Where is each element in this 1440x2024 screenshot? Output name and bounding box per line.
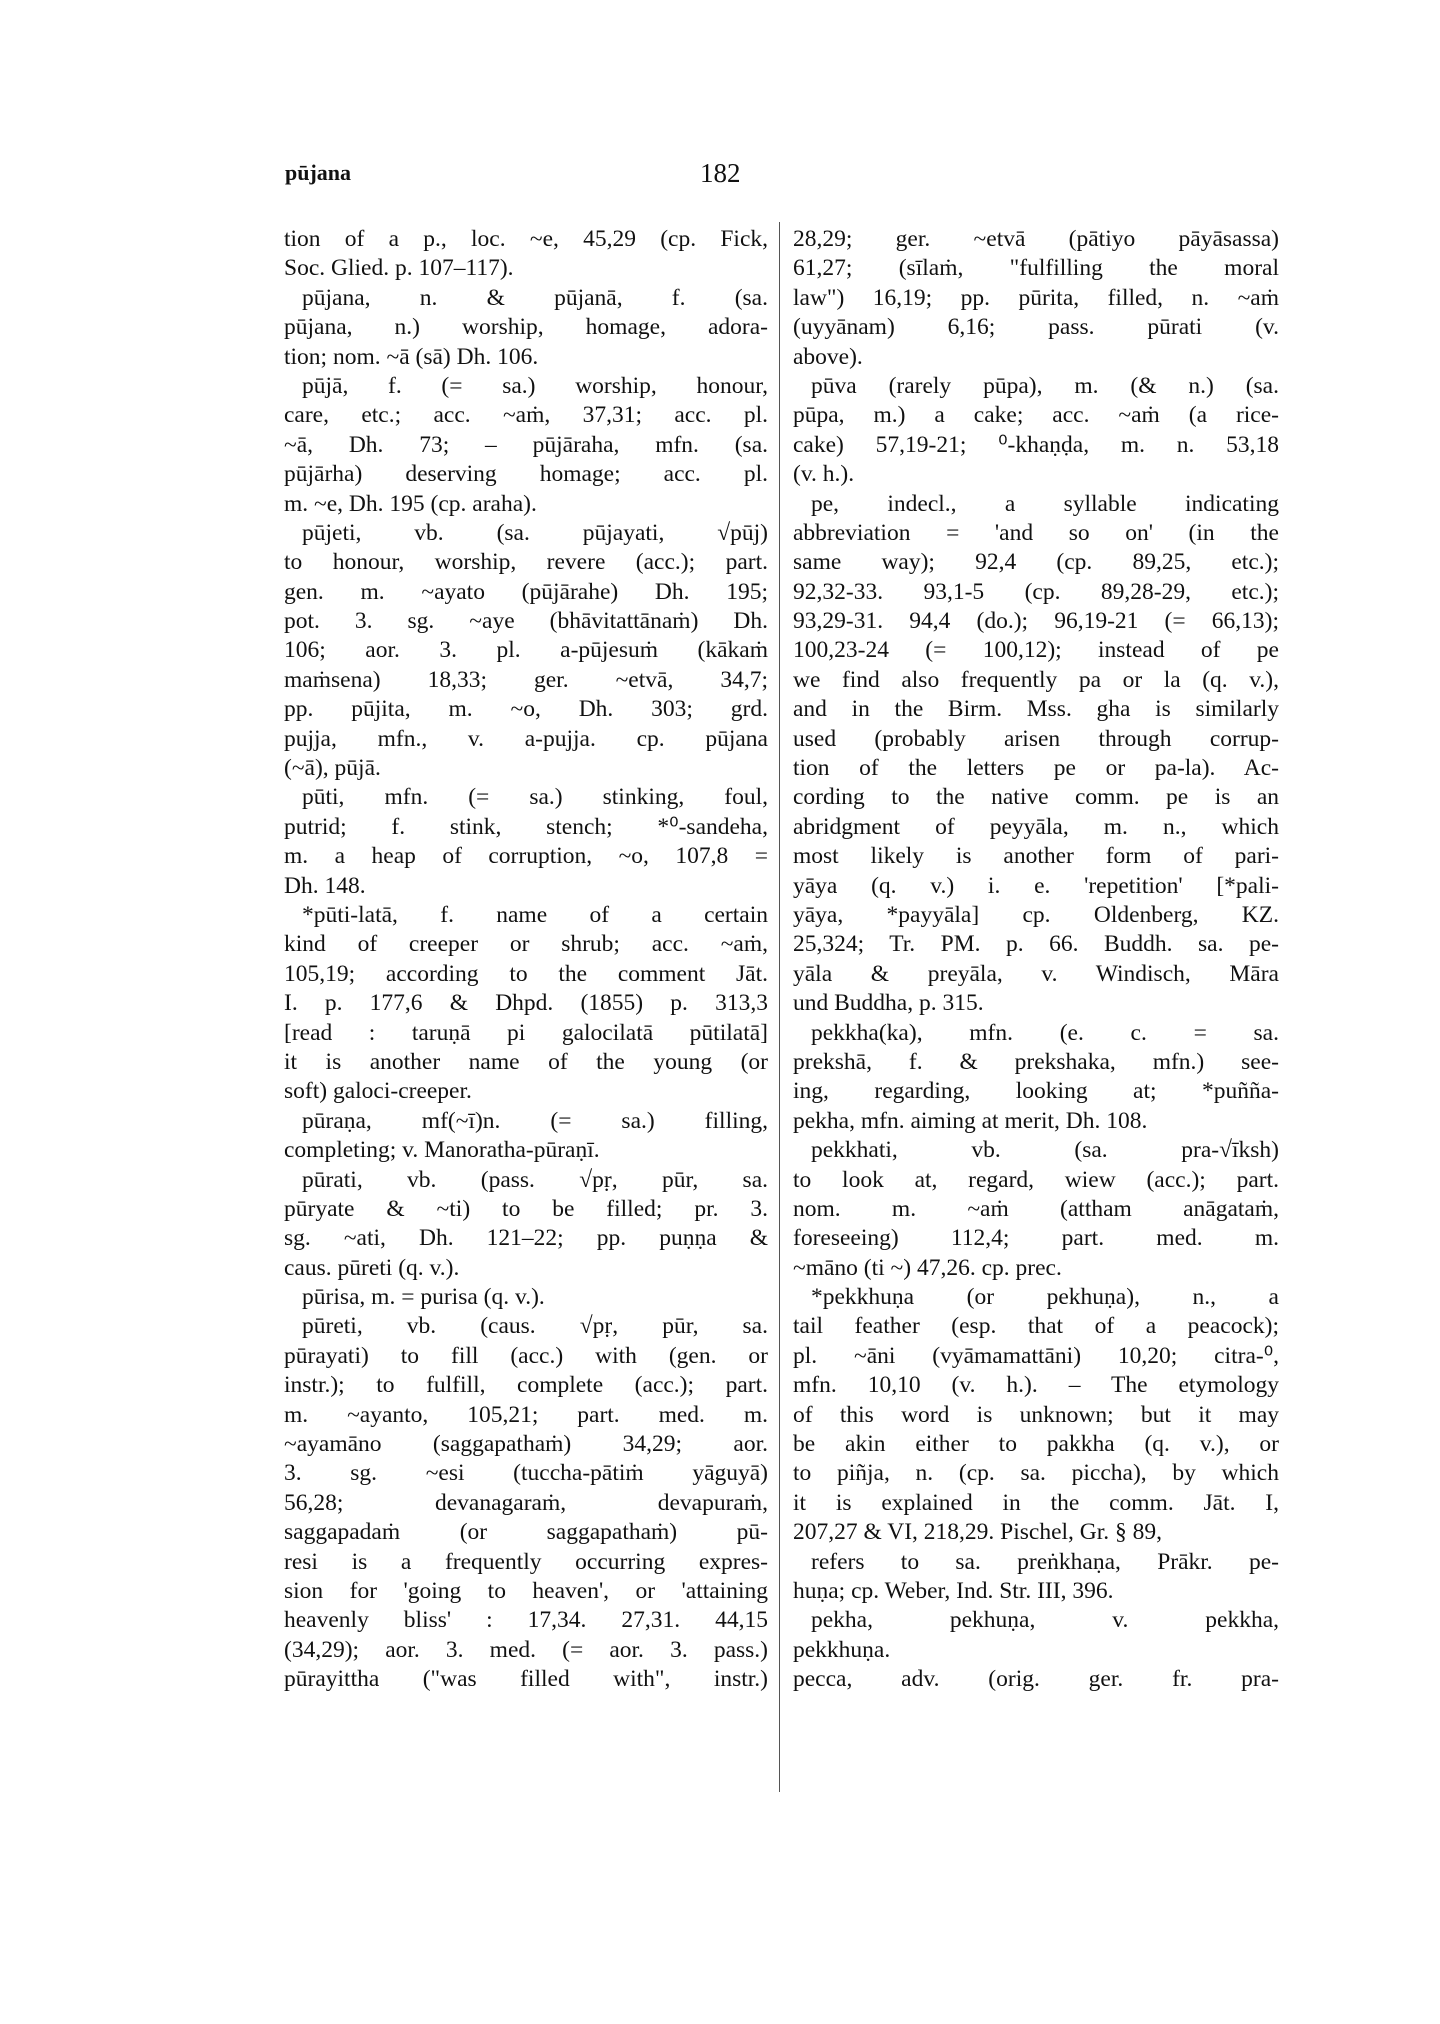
text-line: 93,29-31. 94,4 (do.); 96,19-21 (= 66,13); bbox=[793, 608, 1279, 635]
text-line: m. ~ayanto, 105,21; part. med. m. bbox=[284, 1401, 768, 1428]
text-line: refers to sa. preṅkhaṇa, Prākr. pe- bbox=[811, 1548, 1279, 1575]
text-line: pūjana, n. & pūjanā, f. (sa. bbox=[302, 284, 768, 311]
text-line: resi is a frequently occurring expres- bbox=[284, 1548, 768, 1575]
text-line: soft) galoci-creeper. bbox=[284, 1078, 472, 1105]
text-line: 106; aor. 3. pl. a-pūjesuṁ (kākaṁ bbox=[284, 637, 768, 664]
text-line: instr.); to fulfill, complete (acc.); part. bbox=[284, 1372, 768, 1399]
text-line: pūjā, f. (= sa.) worship, honour, bbox=[302, 372, 768, 399]
text-line: huṇa; cp. Weber, Ind. Str. III, 396. bbox=[793, 1577, 1114, 1604]
text-line: completing; v. Manoratha-pūraṇī. bbox=[284, 1137, 600, 1164]
text-line: pūva (rarely pūpa), m. (& n.) (sa. bbox=[811, 372, 1279, 399]
text-line: mfn. 10,10 (v. h.). – The etymology bbox=[793, 1372, 1279, 1399]
text-line: pūjārha) deserving homage; acc. pl. bbox=[284, 461, 768, 488]
text-line: (~ā), pūjā. bbox=[284, 755, 381, 782]
right-column bbox=[793, 225, 1279, 1695]
text-line: it is another name of the young (or bbox=[284, 1048, 768, 1075]
page-number: 182 bbox=[700, 158, 741, 188]
text-line: pūjana, n.) worship, homage, adora- bbox=[284, 314, 768, 341]
text-line: putrid; f. stink, stench; *⁰-sandeha, bbox=[284, 813, 768, 840]
text-line: ~māno (ti ~) 47,26. cp. prec. bbox=[793, 1254, 1062, 1281]
text-line: ing, regarding, looking at; *puñña- bbox=[793, 1078, 1279, 1105]
text-line: pūjeti, vb. (sa. pūjayati, √pūj) bbox=[302, 519, 768, 546]
text-line: pecca, adv. (orig. ger. fr. pra- bbox=[793, 1666, 1279, 1693]
head-word: pūjana bbox=[285, 160, 352, 185]
text-line: pujja, mfn., v. a-pujja. cp. pūjana bbox=[284, 725, 768, 752]
text-line: it is explained in the comm. Jāt. I, bbox=[793, 1489, 1279, 1516]
text-line: pūti, mfn. (= sa.) stinking, foul, bbox=[302, 784, 768, 811]
text-line: be akin either to pakkha (q. v.), or bbox=[793, 1431, 1279, 1458]
text-line: *pekkhuṇa (or pekhuṇa), n., a bbox=[811, 1284, 1279, 1311]
text-line: pūreti, vb. (caus. √pṛ, pūr, sa. bbox=[302, 1313, 768, 1340]
text-line: Dh. 148. bbox=[284, 872, 366, 899]
text-line: 3. sg. ~esi (tuccha-pātiṁ yāguyā) bbox=[284, 1460, 768, 1487]
text-line: tion of a p., loc. ~e, 45,29 (cp. Fick, bbox=[284, 226, 768, 252]
text-line: ~ā, Dh. 73; – pūjāraha, mfn. (sa. bbox=[284, 431, 768, 458]
text-line: law") 16,19; pp. pūrita, filled, n. ~aṁ bbox=[793, 284, 1279, 311]
text-line: (v. h.). bbox=[793, 461, 855, 488]
text-line: to look at, regard, wiew (acc.); part. bbox=[793, 1166, 1279, 1193]
text-line: to piñja, n. (cp. sa. piccha), by which bbox=[793, 1460, 1279, 1487]
text-line: tion of the letters pe or pa-la). Ac- bbox=[793, 755, 1279, 782]
text-line: yāla & preyāla, v. Windisch, Māra bbox=[793, 960, 1279, 987]
text-line: 207,27 & VI, 218,29. Pischel, Gr. § 89, bbox=[793, 1519, 1163, 1546]
text-line: most likely is another form of pari- bbox=[793, 843, 1279, 870]
text-line: cake) 57,19-21; ⁰-khaṇḍa, m. n. 53,18 bbox=[793, 431, 1279, 458]
text-line: 61,27; (sīlaṁ, "fulfilling the moral bbox=[793, 255, 1279, 282]
text-line: pekkha(ka), mfn. (e. c. = sa. bbox=[811, 1019, 1279, 1046]
text-line: saggapadaṁ (or saggapathaṁ) pū- bbox=[284, 1519, 768, 1546]
text-line: kind of creeper or shrub; acc. ~aṁ, bbox=[284, 931, 768, 958]
text-line: 92,32-33. 93,1-5 (cp. 89,28-29, etc.); bbox=[793, 578, 1279, 605]
text-line: tion; nom. ~ā (sā) Dh. 106. bbox=[284, 343, 539, 370]
text-line: tail feather (esp. that of a peacock); bbox=[793, 1313, 1279, 1340]
text-line: 25,324; Tr. PM. p. 66. Buddh. sa. pe- bbox=[793, 931, 1279, 958]
text-line: foreseeing) 112,4; part. med. m. bbox=[793, 1225, 1279, 1252]
text-line: (34,29); aor. 3. med. (= aor. 3. pass.) bbox=[284, 1636, 768, 1663]
text-line: of this word is unknown; but it may bbox=[793, 1401, 1279, 1428]
text-line: [read : taruṇā pi galocilatā pūtilatā] bbox=[284, 1019, 768, 1046]
text-line: we find also frequently pa or la (q. v.), bbox=[793, 666, 1279, 693]
column-divider bbox=[779, 222, 780, 1792]
text-line: pekkhati, vb. (sa. pra-√īksh) bbox=[811, 1137, 1279, 1164]
text-line: yāya, *payyāla] cp. Oldenberg, KZ. bbox=[793, 901, 1279, 928]
text-line: pūrati, vb. (pass. √pṛ, pūr, sa. bbox=[302, 1166, 768, 1193]
text-line: pūrisa, m. = purisa (q. v.). bbox=[302, 1284, 545, 1311]
text-line: abridgment of peyyāla, m. n., which bbox=[793, 813, 1279, 840]
text-line: and in the Birm. Mss. gha is similarly bbox=[793, 696, 1279, 723]
text-line: pekha, mfn. aiming at merit, Dh. 108. bbox=[793, 1107, 1148, 1134]
text-line: 105,19; according to the comment Jāt. bbox=[284, 960, 768, 987]
text-line: sion for 'going to heaven', or 'attaining bbox=[284, 1577, 768, 1604]
text-line: sg. ~ati, Dh. 121–22; pp. puṇṇa & bbox=[284, 1225, 768, 1252]
text-line: und Buddha, p. 315. bbox=[793, 990, 984, 1017]
text-line: same way); 92,4 (cp. 89,25, etc.); bbox=[793, 549, 1279, 576]
text-line: pe, indecl., a syllable indicating bbox=[811, 490, 1279, 517]
text-line: pp. pūjita, m. ~o, Dh. 303; grd. bbox=[284, 696, 768, 723]
text-line: (uyyānam) 6,16; pass. pūrati (v. bbox=[793, 314, 1279, 341]
text-line: pl. ~āni (vyāmamattāni) 10,20; citra-⁰, bbox=[793, 1342, 1279, 1369]
text-line: pūpa, m.) a cake; acc. ~aṁ (a rice- bbox=[793, 402, 1279, 429]
running-head bbox=[285, 160, 1185, 200]
text-line: pekkhuṇa. bbox=[793, 1636, 891, 1663]
text-line: caus. pūreti (q. v.). bbox=[284, 1254, 460, 1281]
text-line: yāya (q. v.) i. e. 'repetition' [*pali- bbox=[793, 872, 1279, 899]
text-line: 100,23-24 (= 100,12); instead of pe bbox=[793, 637, 1279, 664]
text-line: pūraṇa, mf(~ī)n. (= sa.) filling, bbox=[302, 1107, 768, 1134]
text-line: care, etc.; acc. ~aṁ, 37,31; acc. pl. bbox=[284, 402, 768, 429]
text-line: m. ~e, Dh. 195 (cp. araha). bbox=[284, 490, 537, 517]
text-line: gen. m. ~ayato (pūjārahe) Dh. 195; bbox=[284, 578, 768, 605]
text-line: abbreviation = 'and so on' (in the bbox=[793, 519, 1279, 546]
text-line: pūryate & ~ti) to be filled; pr. 3. bbox=[284, 1195, 768, 1222]
text-line: *pūti-latā, f. name of a certain bbox=[302, 901, 768, 928]
left-column bbox=[284, 225, 768, 1695]
text-line: ~ayamāno (saggapathaṁ) 34,29; aor. bbox=[284, 1431, 768, 1458]
text-line: pekha, pekhuṇa, v. pekkha, bbox=[811, 1607, 1279, 1634]
text-line: 56,28; devanagaraṁ, devapuraṁ, bbox=[284, 1489, 768, 1516]
text-line: m. a heap of corruption, ~o, 107,8 = bbox=[284, 843, 768, 870]
text-line: pot. 3. sg. ~aye (bhāvitattānaṁ) Dh. bbox=[284, 608, 768, 635]
text-line: heavenly bliss' : 17,34. 27,31. 44,15 bbox=[284, 1607, 768, 1634]
text-line: I. p. 177,6 & Dhpd. (1855) p. 313,3 bbox=[284, 990, 768, 1017]
text-line: prekshā, f. & prekshaka, mfn.) see- bbox=[793, 1048, 1279, 1075]
text-line: pūrayittha ("was filled with", instr.) bbox=[284, 1666, 768, 1693]
text-line: pūrayati) to fill (acc.) with (gen. or bbox=[284, 1342, 768, 1369]
text-line: Soc. Glied. p. 107–117). bbox=[284, 255, 514, 282]
text-line: nom. m. ~aṁ (attham anāgataṁ, bbox=[793, 1195, 1279, 1222]
text-line: maṁsena) 18,33; ger. ~etvā, 34,7; bbox=[284, 666, 768, 693]
text-line: to honour, worship, revere (acc.); part. bbox=[284, 549, 768, 576]
text-line: cording to the native comm. pe is an bbox=[793, 784, 1279, 811]
text-line: used (probably arisen through corrup- bbox=[793, 725, 1279, 752]
text-line: above). bbox=[793, 343, 863, 370]
text-line: 28,29; ger. ~etvā (pātiyo pāyāsassa) bbox=[793, 226, 1279, 252]
